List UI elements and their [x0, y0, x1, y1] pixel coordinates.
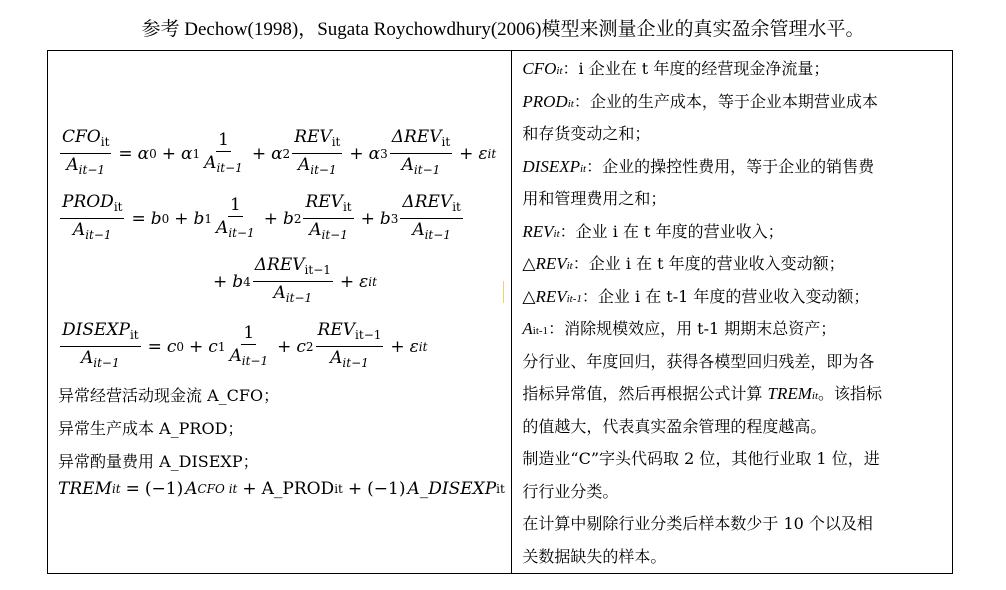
- page-title: 参考 Dechow(1998)，Sugata Roychowdhury(2006)模型来测量企业的真实盈余管理水平。: [141, 19, 865, 40]
- prod-equation-cont: + b 4 $\frac{\Delta REV_{it-1}}{A_{it-1}}$ + ε it: [213, 255, 377, 305]
- regression-note-end: 的值越大，代表真实盈余管理的程度越高。: [522, 416, 827, 436]
- disexp-definition: DISEXPit：企业的操控性费用，等于企业的销售费: [522, 156, 875, 176]
- rev-definition: REVit：企业 i 在 t 年度的营业收入；: [522, 221, 784, 241]
- model-table: [47, 50, 953, 574]
- disexp-equation: $\frac{DISEXP_{it}}{A_{it-1}}$ = c 0 + c 1 $\frac{1}{A_{it-1}}$ + c 2 $\frac{REV_{it-1}}{A_{it-1}}$ + ε it: [62, 320, 428, 370]
- abnormal-prod-text: 异常生产成本 A_PROD；: [58, 419, 244, 438]
- abnormal-cfo-text: 异常经营活动现金流 A_CFO；: [58, 386, 280, 405]
- assets-definition: Ait-1：消除规模效应，用 t-1 期期末总资产；: [522, 319, 837, 338]
- text-cursor: [503, 281, 504, 303]
- cfo-equation: $\frac{CFO_{it}}{A_{it-1}}$ = α 0 + α 1 $\frac{1}{A_{it-1}}$ + α 2 $\frac{REV_{it}}{A_{it-1}}$ + α 3 $\frac{\Delta REV_{it}}{A_{it-1}}$ + ε it: [62, 127, 497, 177]
- prod-definition-cont: 和存货变动之和；: [522, 124, 651, 143]
- formula-cell: [48, 51, 512, 574]
- industry-note-cont: 行行业分类。: [522, 481, 619, 501]
- drev-lag-definition: △REVit-1：企业 i 在 t-1 年度的营业收入变动额；: [522, 286, 870, 306]
- industry-note: 制造业“C”字头代码取 2 位，其他行业取 1 位，进: [522, 449, 880, 468]
- sample-note: 在计算中剔除行业分类后样本数少于 10 个以及相: [522, 514, 873, 533]
- trem-equation: TREM it = (−1) A CFO it + A_PROD it + (−1) A_DISEXP it: [58, 479, 505, 499]
- abnormal-disexp-text: 异常酌量费用 A_DISEXP；: [58, 452, 259, 471]
- disexp-definition-cont: 用和管理费用之和；: [522, 189, 667, 208]
- regression-note: 分行业、年度回归，获得各模型回归残差，即为各: [522, 351, 875, 371]
- cfo-definition: CFOit：i 企业在 t 年度的经营现金净流量；: [522, 59, 830, 78]
- prod-definition: PRODit：企业的生产成本，等于企业本期营业成本: [522, 91, 878, 111]
- sample-note-cont: 关数据缺失的样本。: [522, 546, 667, 566]
- explanation-cell: [512, 51, 953, 574]
- regression-note-cont: 指标异常值，然后再根据公式计算 TREMit。该指标: [522, 384, 883, 403]
- drev-definition: △REVit：企业 i 在 t 年度的营业收入变动额；: [522, 254, 845, 273]
- prod-equation: $\frac{PROD_{it}}{A_{it-1}}$ = b 0 + b 1 $\frac{1}{A_{it-1}}$ + b 2 $\frac{REV_{it}}{A_{it-1}}$ + b 3 $\frac{\Delta REV_{it}}{A_{it-1}}$: [62, 192, 461, 242]
